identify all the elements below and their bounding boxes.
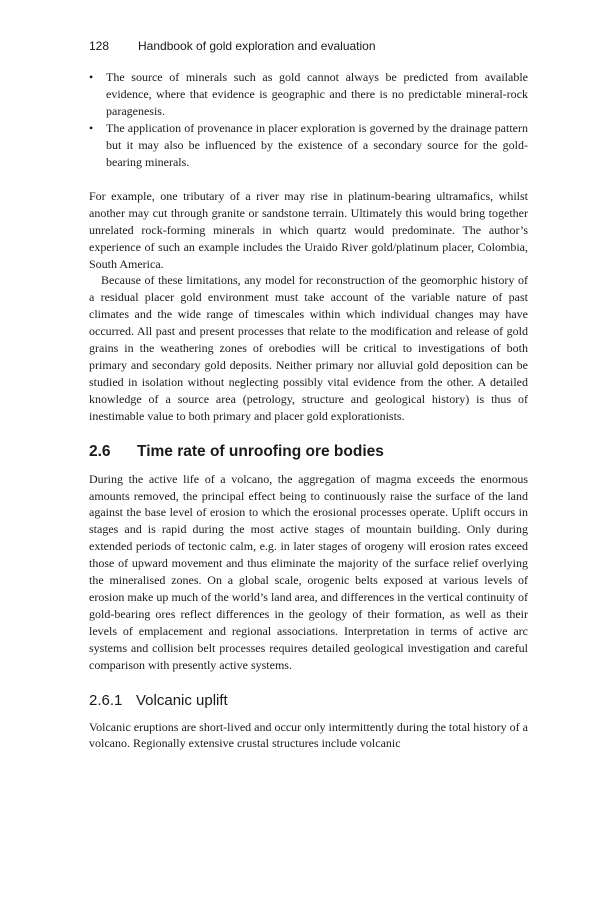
subsection-number: 2.6.1	[89, 691, 123, 709]
bullet-text: The source of minerals such as gold cannot always be predicted from available evidence, where that evidence is geographic and there is no predictable mineral-rock paragenesis.	[106, 70, 528, 118]
paragraph: During the active life of a volcano, the aggregation of magma exceeds the enormous amounts removed, the principal effect being to continuously raise the surface of the land against the base level of erosion to which the erosional processes operate. Uplift occurs in stages and is rapid during the most active stages of mountain building. Only during extended periods of tectonic calm, e.g. in later stages of orogeny will erosion rates exceed those of upward movement and thus eliminate the majority of the surface relief overlying the mineralised zones. On a global scale, orogenic belts exposed at various levels of erosion make up much of the world’s land area, and differences in the vertical continuity of gold-bearing ores reflect differences in the geology of their formation, as well as their levels of emplacement and regional associations. Interpretation in terms of active arc systems and collision belt processes requires detailed geological investigation and careful comparison with presently active systems.	[89, 471, 528, 672]
paragraph: Because of these limitations, any model for reconstruction of the geomorphic history of a residual placer gold environment must take account of the variable nature of past climates and the wide range of timescales within which individual changes may have occurred. All past and present processes that relate to the modification and release of gold grains in the weathering zones of orebodies will be critical to investigations of both primary and secondary gold deposits. Neither primary nor alluvial gold deposition can be studied in isolation without neglecting possibly vital evidence from the other. A detailed knowledge of a source area (petrology, structure and geological history) is thus of inestimable value to both primary and placer gold explorationists.	[89, 273, 528, 423]
section-heading	[89, 442, 528, 462]
section-title: Time rate of unroofing ore bodies	[137, 442, 384, 460]
subsection-heading	[89, 691, 528, 711]
paragraph: For example, one tributary of a river may rise in platinum-bearing ultramafics, whilst another may cut through granite or sandstone terrain. Ultimately this would bring together unrelated rock-forming minerals in which quartz would predominate. The author’s experience of such an example includes the Uraido River gold/platinum placer, Colombia, South America.	[89, 188, 528, 271]
section-number: 2.6	[89, 442, 111, 460]
bullet-icon: •	[89, 121, 94, 136]
bullet-item	[89, 69, 528, 120]
page-number: 128	[89, 39, 110, 53]
bullet-list	[89, 69, 528, 171]
book-title: Handbook of gold exploration and evaluation	[138, 39, 376, 53]
book-page	[89, 38, 528, 752]
paragraph: Volcanic eruptions are short-lived and occur only intermittently during the total history of a volcano. Regionally extensive crustal structures include volcanic	[89, 719, 528, 751]
bullet-item	[89, 120, 528, 171]
running-header	[89, 38, 528, 54]
body-text	[89, 69, 528, 752]
subsection-title: Volcanic uplift	[136, 691, 228, 709]
bullet-text: The application of provenance in placer exploration is governed by the drainage pattern but it may also be influenced by the existence of a secondary source for the gold-bearing minerals.	[106, 121, 528, 170]
bullet-icon: •	[89, 70, 94, 84]
